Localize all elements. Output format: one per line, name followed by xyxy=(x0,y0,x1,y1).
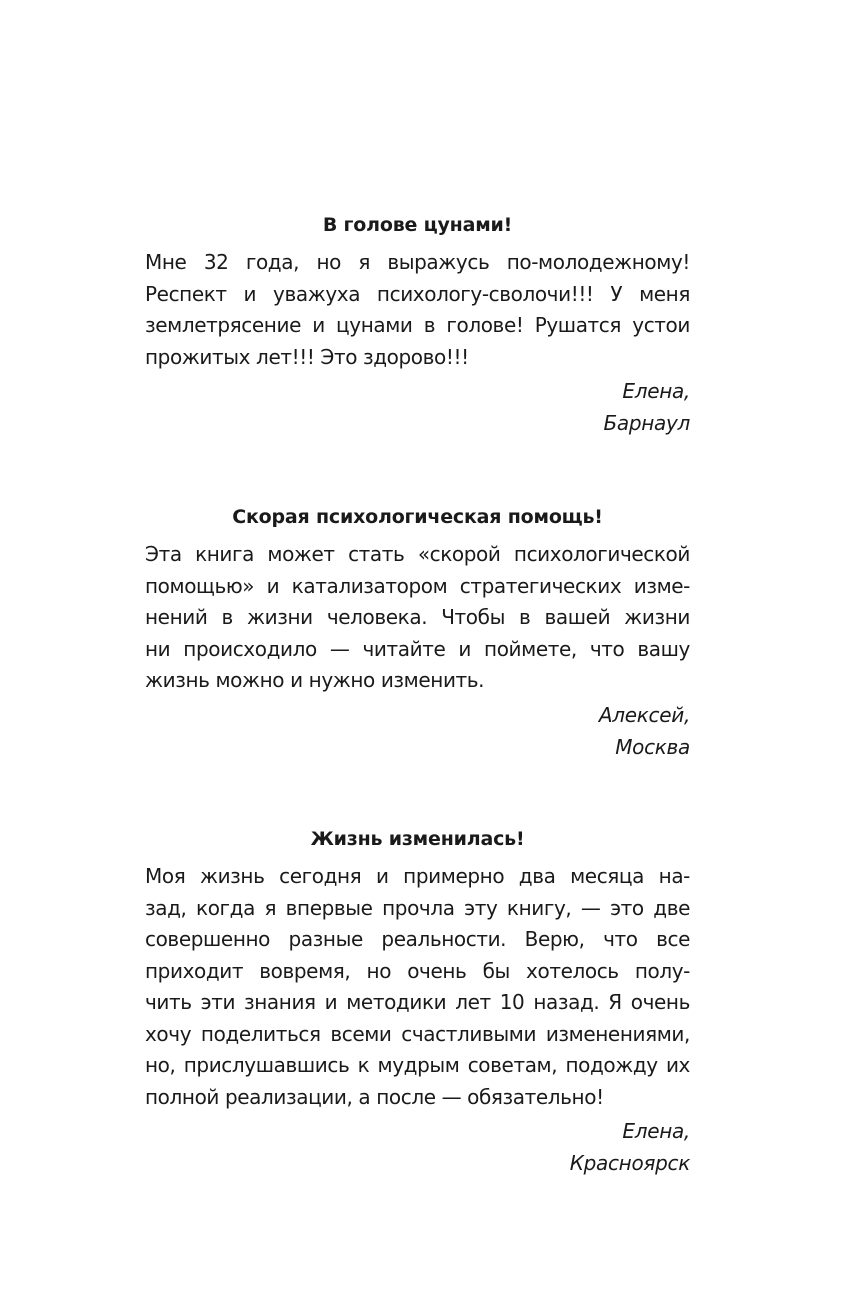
review-line: помощью» и катализатором стратегических изме- xyxy=(145,573,690,598)
review-line: Мне 32 года, но я выражусь по-молодежному! xyxy=(145,250,690,274)
review-line: нений в жизни человека. Чтобы в вашей жизни xyxy=(145,605,690,629)
review-attribution xyxy=(145,375,690,439)
review-line: совершенно разные реальности. Верю, что все xyxy=(145,927,690,951)
author-name: Елена, xyxy=(622,379,690,403)
review-line: зад, когда я впервые прочла эту книгу, — это две xyxy=(145,895,690,920)
review-tsunami xyxy=(145,211,690,439)
author-city: Барнаул xyxy=(603,411,690,435)
review-psych-help xyxy=(145,503,690,763)
review-line: чить эти знания и методики лет 10 назад. Я очень xyxy=(145,990,690,1014)
author-name: Алексей, xyxy=(598,702,690,727)
review-line: Респект и уважуха психологу-сволочи!!! У меня xyxy=(145,281,690,306)
review-line: Эта книга может стать «скорой психологической xyxy=(145,542,690,566)
review-line: землетрясение и цунами в голове! Рушатся устои xyxy=(145,313,690,337)
review-line: приходит вовремя, но очень бы хотелось полу- xyxy=(145,958,690,983)
review-line: полной реализации, а после — обязательно! xyxy=(145,1084,604,1109)
review-title: Жизнь изменилась! xyxy=(310,828,525,850)
review-title: В голове цунами! xyxy=(322,214,513,236)
review-line: прожитых лет!!! Это здорово!!! xyxy=(145,344,469,369)
review-title: Скорая психологическая помощь! xyxy=(232,506,603,528)
review-body xyxy=(145,861,690,1113)
review-body xyxy=(145,247,690,373)
review-body xyxy=(145,539,690,697)
review-attribution xyxy=(145,1115,690,1179)
author-name: Елена, xyxy=(622,1119,690,1143)
author-city: Красноярск xyxy=(569,1151,690,1175)
review-line: ни происходило — читайте и поймете, что вашу xyxy=(145,636,690,661)
review-line: Моя жизнь сегодня и примерно два месяца на- xyxy=(145,864,690,888)
review-line: хочу поделиться всеми счастливыми изменениями, xyxy=(145,1021,690,1046)
review-line: но, прислушавшись к мудрым советам, подожду их xyxy=(145,1053,690,1077)
author-city: Москва xyxy=(615,734,690,759)
review-life-changed xyxy=(145,825,690,1179)
review-attribution xyxy=(145,699,690,763)
review-line: жизнь можно и нужно изменить. xyxy=(145,668,485,692)
